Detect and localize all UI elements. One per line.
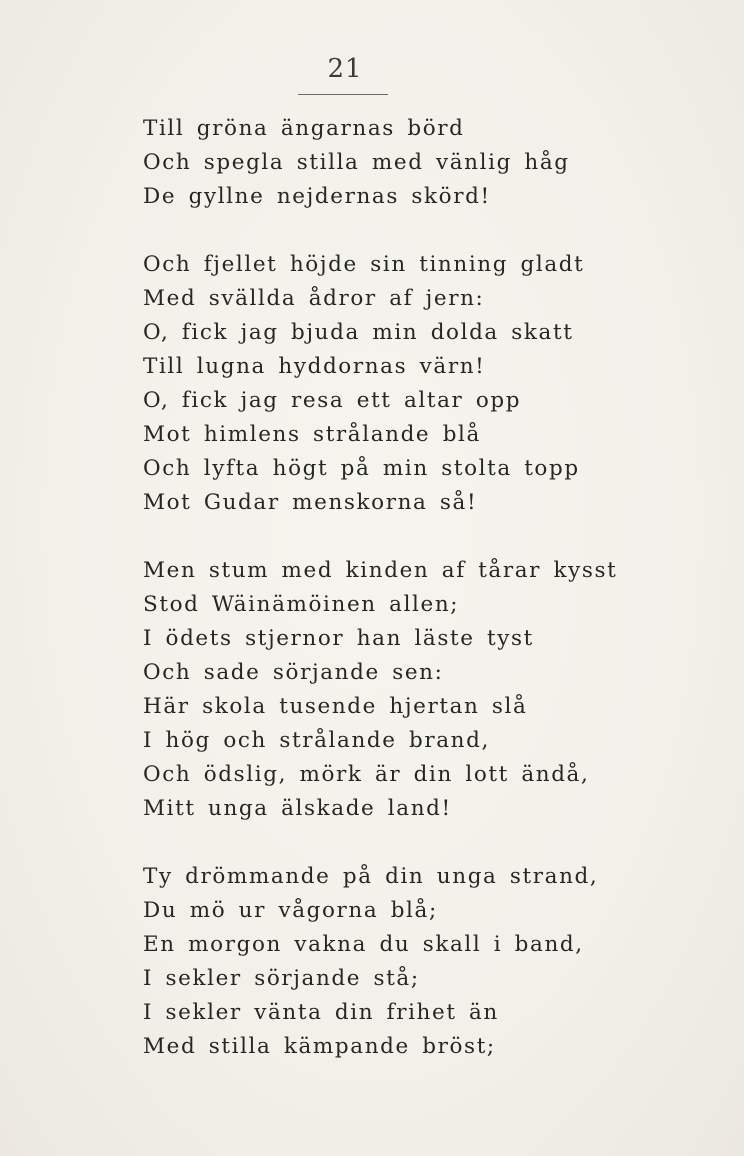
poem-line: Ty drömmande på din unga strand, <box>143 864 599 889</box>
poem-line: Till lugna hyddornas värn! <box>143 354 486 379</box>
page-number: 21 <box>327 54 363 84</box>
poem-line: Och fjellet höjde sin tinning gladt <box>143 252 585 277</box>
stanza-2 <box>143 248 703 520</box>
poem-line: Med stilla kämpande bröst; <box>143 1034 496 1059</box>
header-rule <box>298 94 388 95</box>
poem-line: Och spegla stilla med vänlig håg <box>143 150 570 175</box>
poem-line: O, fick jag resa ett altar opp <box>143 388 522 413</box>
poem-text <box>143 112 703 1064</box>
poem-line: Till gröna ängarnas börd <box>143 116 465 141</box>
poem-line: Och lyfta högt på min stolta topp <box>143 456 580 481</box>
poem-line: Stod Wäinämöinen allen; <box>143 592 460 617</box>
poem-line: Men stum med kinden af tårar kysst <box>143 558 618 583</box>
poem-line: I sekler sörjande stå; <box>143 966 420 991</box>
poem-line: Och ödslig, mörk är din lott ändå, <box>143 762 590 787</box>
poem-line: Här skola tusende hjertan slå <box>143 694 528 719</box>
poem-line: Och sade sörjande sen: <box>143 660 444 685</box>
stanza-3 <box>143 554 703 826</box>
poem-line: De gyllne nejdernas skörd! <box>143 184 491 209</box>
poem-line: I hög och strålande brand, <box>143 728 490 753</box>
stanza-1 <box>143 112 703 214</box>
poem-line: O, fick jag bjuda min dolda skatt <box>143 320 574 345</box>
poem-line: Mot Gudar menskorna så! <box>143 490 478 515</box>
poem-line: Mot himlens strålande blå <box>143 422 481 447</box>
stanza-4 <box>143 860 703 1064</box>
poem-line: Med svällda ådror af jern: <box>143 286 485 311</box>
poem-line: I ödets stjernor han läste tyst <box>143 626 534 651</box>
poem-line: I sekler vänta din frihet än <box>143 1000 499 1025</box>
poem-line: Du mö ur vågorna blå; <box>143 898 438 923</box>
poem-line: En morgon vakna du skall i band, <box>143 932 584 957</box>
poem-line: Mitt unga älskade land! <box>143 796 452 821</box>
